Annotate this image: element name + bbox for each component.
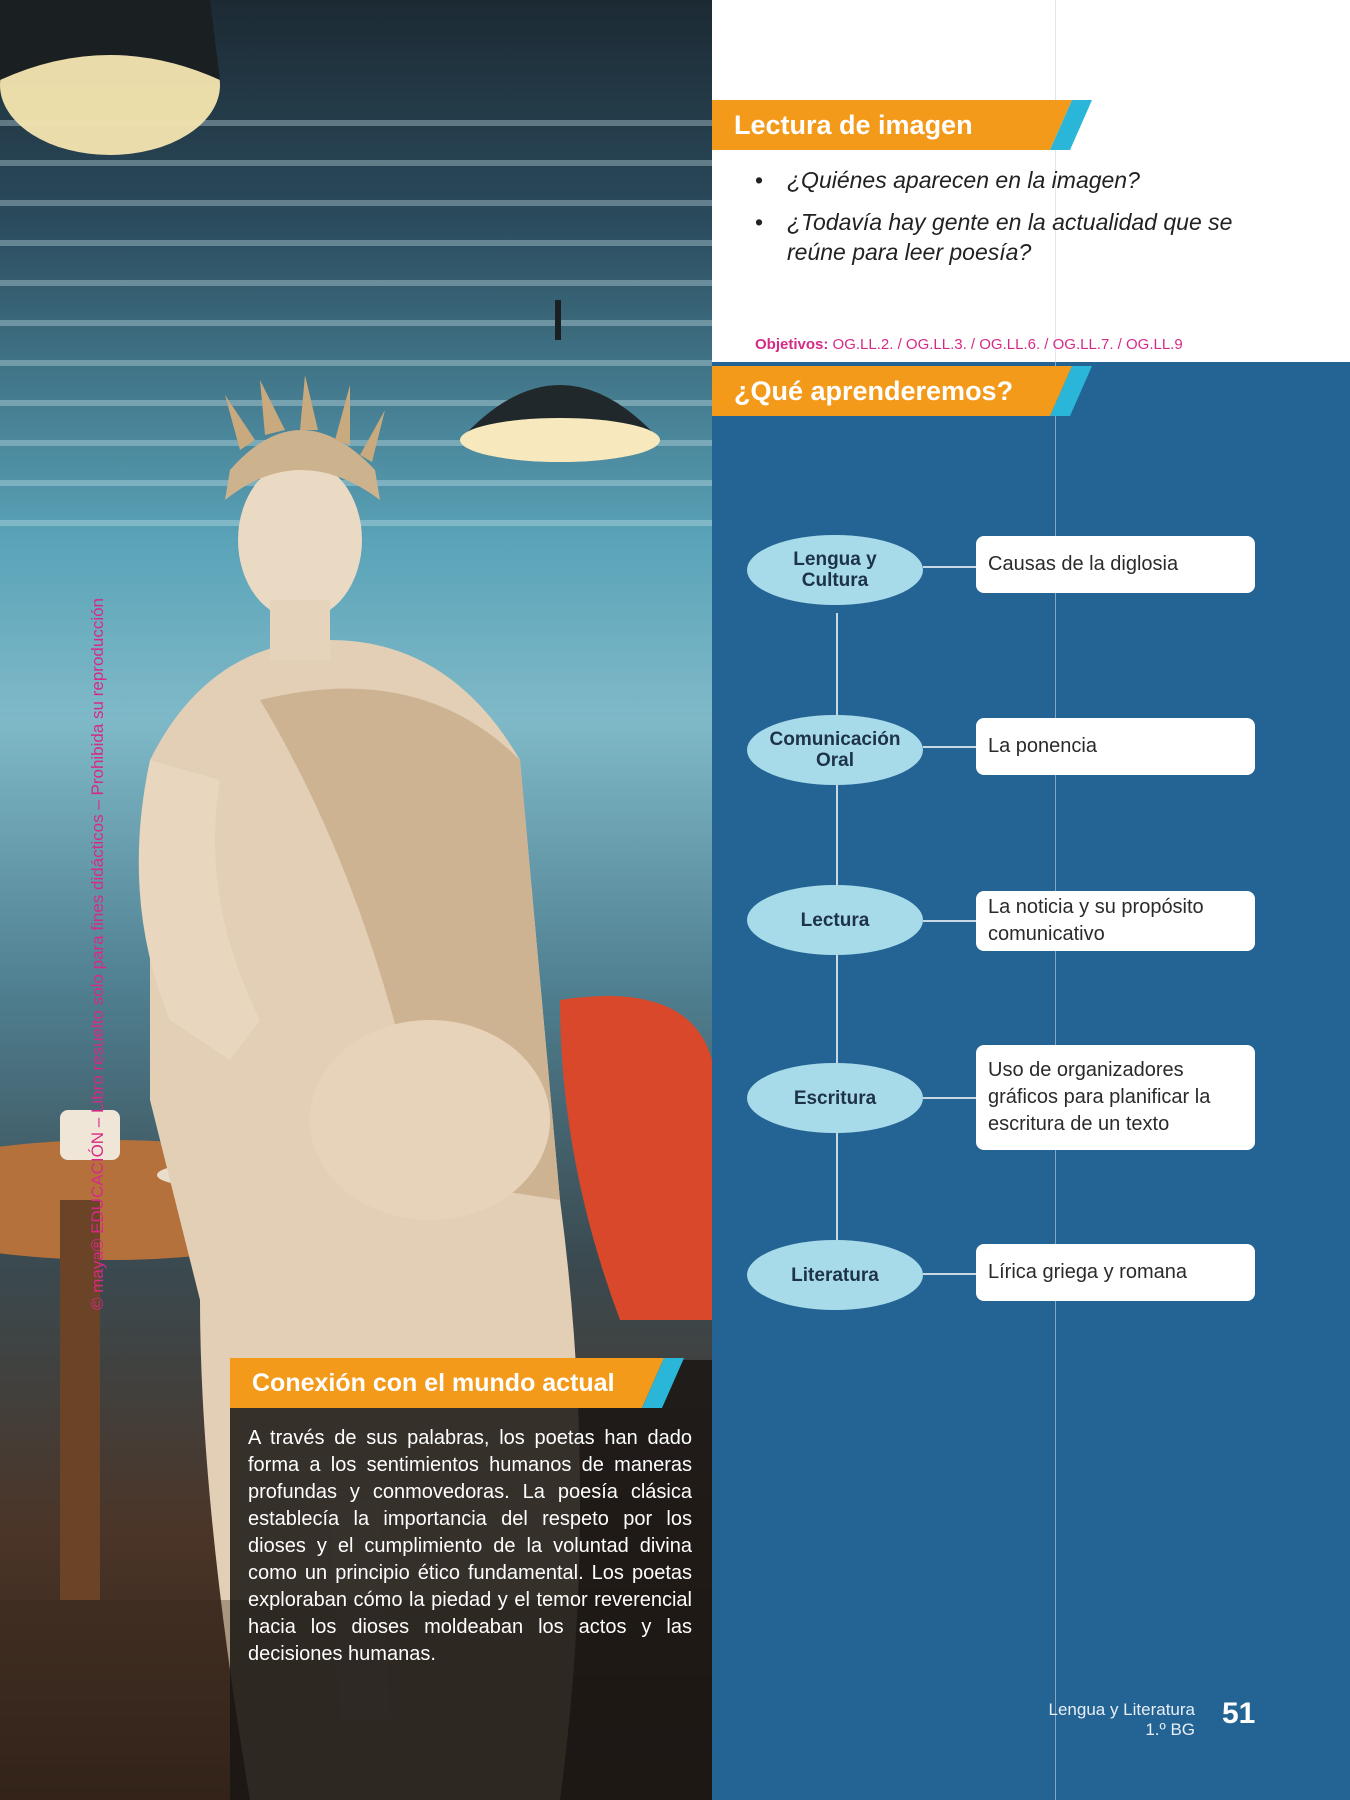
area-comunicacion-oral: Comunicación Oral: [747, 715, 923, 785]
lectura-title: Lectura de imagen: [734, 109, 973, 140]
page-number: 51: [1222, 1697, 1256, 1730]
connector-h: [923, 746, 976, 748]
topic-box: Lírica griega y romana: [976, 1244, 1255, 1301]
banner-stripe-icon: [1050, 100, 1092, 150]
banner-stripe-icon: [642, 1358, 684, 1408]
connector-h: [923, 1273, 976, 1275]
conexion-banner: [230, 1358, 642, 1408]
topic-box: Uso de organizadores gráficos para planificar la escritura de un texto: [976, 1045, 1255, 1150]
topic-box: Causas de la diglosia: [976, 536, 1255, 593]
grade-label: 1.º BG: [1145, 1720, 1195, 1739]
topic-box: La ponencia: [976, 718, 1255, 775]
connector-line: [836, 1133, 838, 1240]
connector-line: [836, 613, 838, 715]
banner-stripe-icon: [1050, 366, 1092, 416]
area-lectura: Lectura: [747, 885, 923, 955]
lectura-questions: [755, 165, 1235, 279]
aprenderemos-banner: [712, 366, 1050, 416]
conexion-title: Conexión con el mundo actual: [252, 1368, 615, 1397]
connector-line: [836, 955, 838, 1063]
area-escritura: Escritura: [747, 1063, 923, 1133]
area-lengua-cultura: Lengua y Cultura: [747, 535, 923, 605]
connector-h: [923, 1097, 976, 1099]
connector-h: [923, 566, 976, 568]
copyright-note: [88, 598, 108, 1310]
footer-subject: [1049, 1700, 1196, 1740]
connector-h: [923, 920, 976, 922]
objetivos-label: Objetivos:: [755, 336, 829, 353]
question-item: • ¿Todavía hay gente en la actualidad que se reúne para leer poesía?: [755, 207, 1235, 267]
objetivos-codes: OG.LL.2. / OG.LL.3. / OG.LL.6. / OG.LL.7. / OG.LL.9: [832, 336, 1183, 353]
question-item: • ¿Quiénes aparecen en la imagen?: [755, 165, 1235, 195]
subject-label: Lengua y Literatura: [1048, 1700, 1195, 1719]
topic-box: La noticia y su propósito comunicativo: [976, 891, 1255, 951]
conexion-body: A través de sus palabras, los poetas han dado forma a los sentimientos humanos de maneras profundas y conmovedoras. La poesía clásica establecía la importancia del respeto por los dioses y el cumplimiento de la voluntad divina como un principio ético fundamental. Los poetas exploraban cómo la piedad y el temor reverencial hacia los dioses moldeaban los actos y las decisiones humanas.: [248, 1427, 692, 1665]
copyright-text: © maya® EDUCACIÓN – Libro resuelto solo para fines didácticos – Prohibida su reproducción: [88, 598, 107, 1310]
lectura-banner: [712, 100, 1050, 150]
area-literatura: Literatura: [747, 1240, 923, 1310]
aprenderemos-title: ¿Qué aprenderemos?: [734, 375, 1014, 406]
connector-line: [836, 785, 838, 885]
objetivos-line: [755, 336, 1183, 353]
